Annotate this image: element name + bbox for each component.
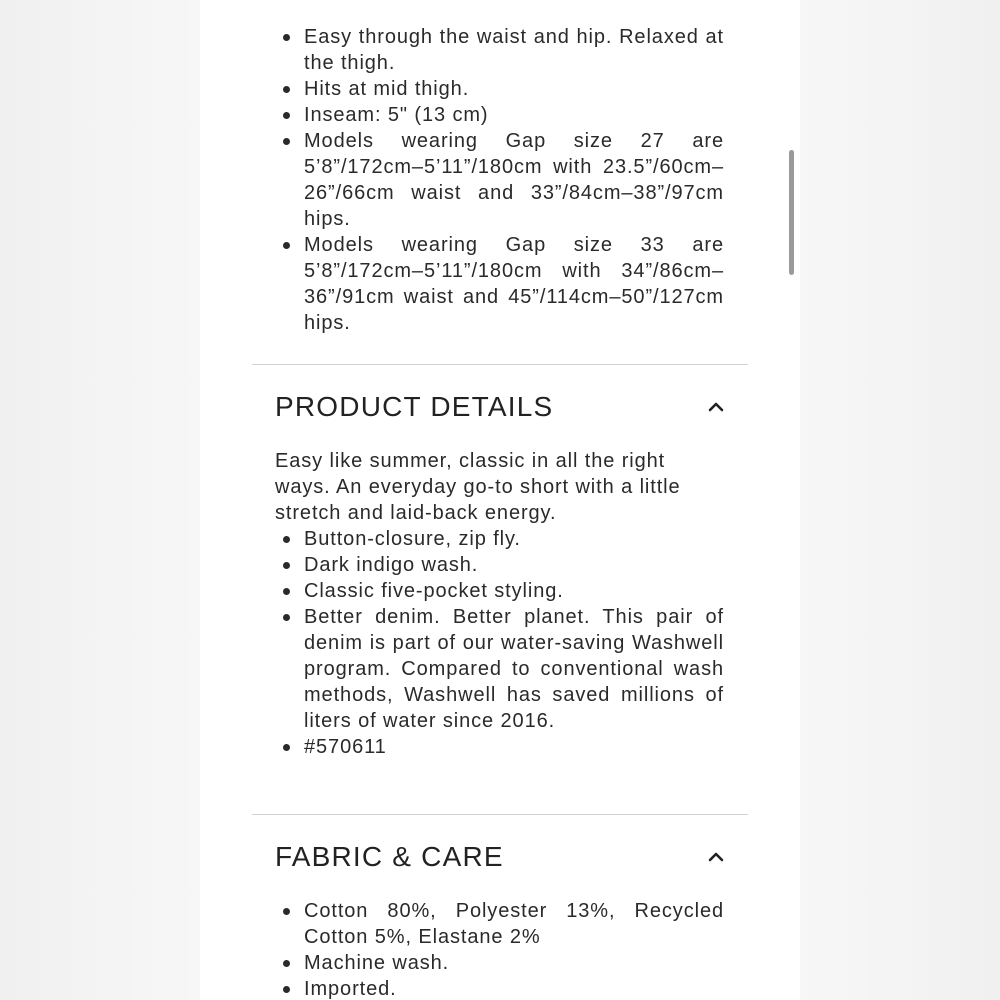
- list-item: Models wearing Gap size 33 are 5’8”/172cm–5’11”/180cm with 34”/86cm–36”/91cm waist and 45”/114cm–50”/127cm hips.: [252, 232, 748, 336]
- list-item: Classic five-pocket styling.: [252, 578, 748, 604]
- section-title: FABRIC & CARE: [275, 841, 504, 872]
- chevron-up-icon[interactable]: [706, 399, 726, 413]
- product-info-page[interactable]: [200, 0, 800, 1000]
- list-item: Easy through the waist and hip. Relaxed at the thigh.: [252, 24, 748, 76]
- product-details-list: [252, 526, 748, 760]
- list-item: Models wearing Gap size 27 are 5’8”/172cm–5’11”/180cm with 23.5”/60cm–26”/66cm waist and 33”/84cm–38”/97cm hips.: [252, 128, 748, 232]
- list-item: Cotton 80%, Polyester 13%, Recycled Cotton 5%, Elastane 2%: [252, 898, 748, 950]
- left-backdrop: [0, 0, 200, 1000]
- list-item: Hits at mid thigh.: [252, 76, 748, 102]
- list-item: Better denim. Better planet. This pair of denim is part of our water-saving Washwell program. Compared to conventional wash methods, Washwell has saved millions of liters of water since 2016.: [252, 604, 748, 734]
- fabric-care-body: [252, 898, 748, 1000]
- list-item: Machine wash.: [252, 950, 748, 976]
- list-item: Dark indigo wash.: [252, 552, 748, 578]
- section-divider: [252, 814, 748, 815]
- fit-list: [252, 24, 748, 336]
- product-details-body: [252, 448, 748, 760]
- section-title: PRODUCT DETAILS: [275, 391, 554, 422]
- section-divider: [252, 364, 748, 365]
- chevron-up-icon[interactable]: [706, 849, 726, 863]
- product-details-header[interactable]: [252, 387, 748, 427]
- fabric-care-list: [252, 898, 748, 1000]
- fit-section: [252, 24, 748, 336]
- list-item: Inseam: 5" (13 cm): [252, 102, 748, 128]
- right-backdrop: [800, 0, 1000, 1000]
- product-description: Easy like summer, classic in all the right ways. An everyday go-to short with a little stretch and laid-back energy.: [275, 450, 681, 524]
- list-item: #570611: [252, 734, 748, 760]
- list-item: Button-closure, zip fly.: [252, 526, 748, 552]
- scrollbar-thumb[interactable]: [789, 150, 794, 275]
- list-item: Imported.: [252, 976, 748, 1000]
- fabric-care-header[interactable]: [252, 837, 748, 877]
